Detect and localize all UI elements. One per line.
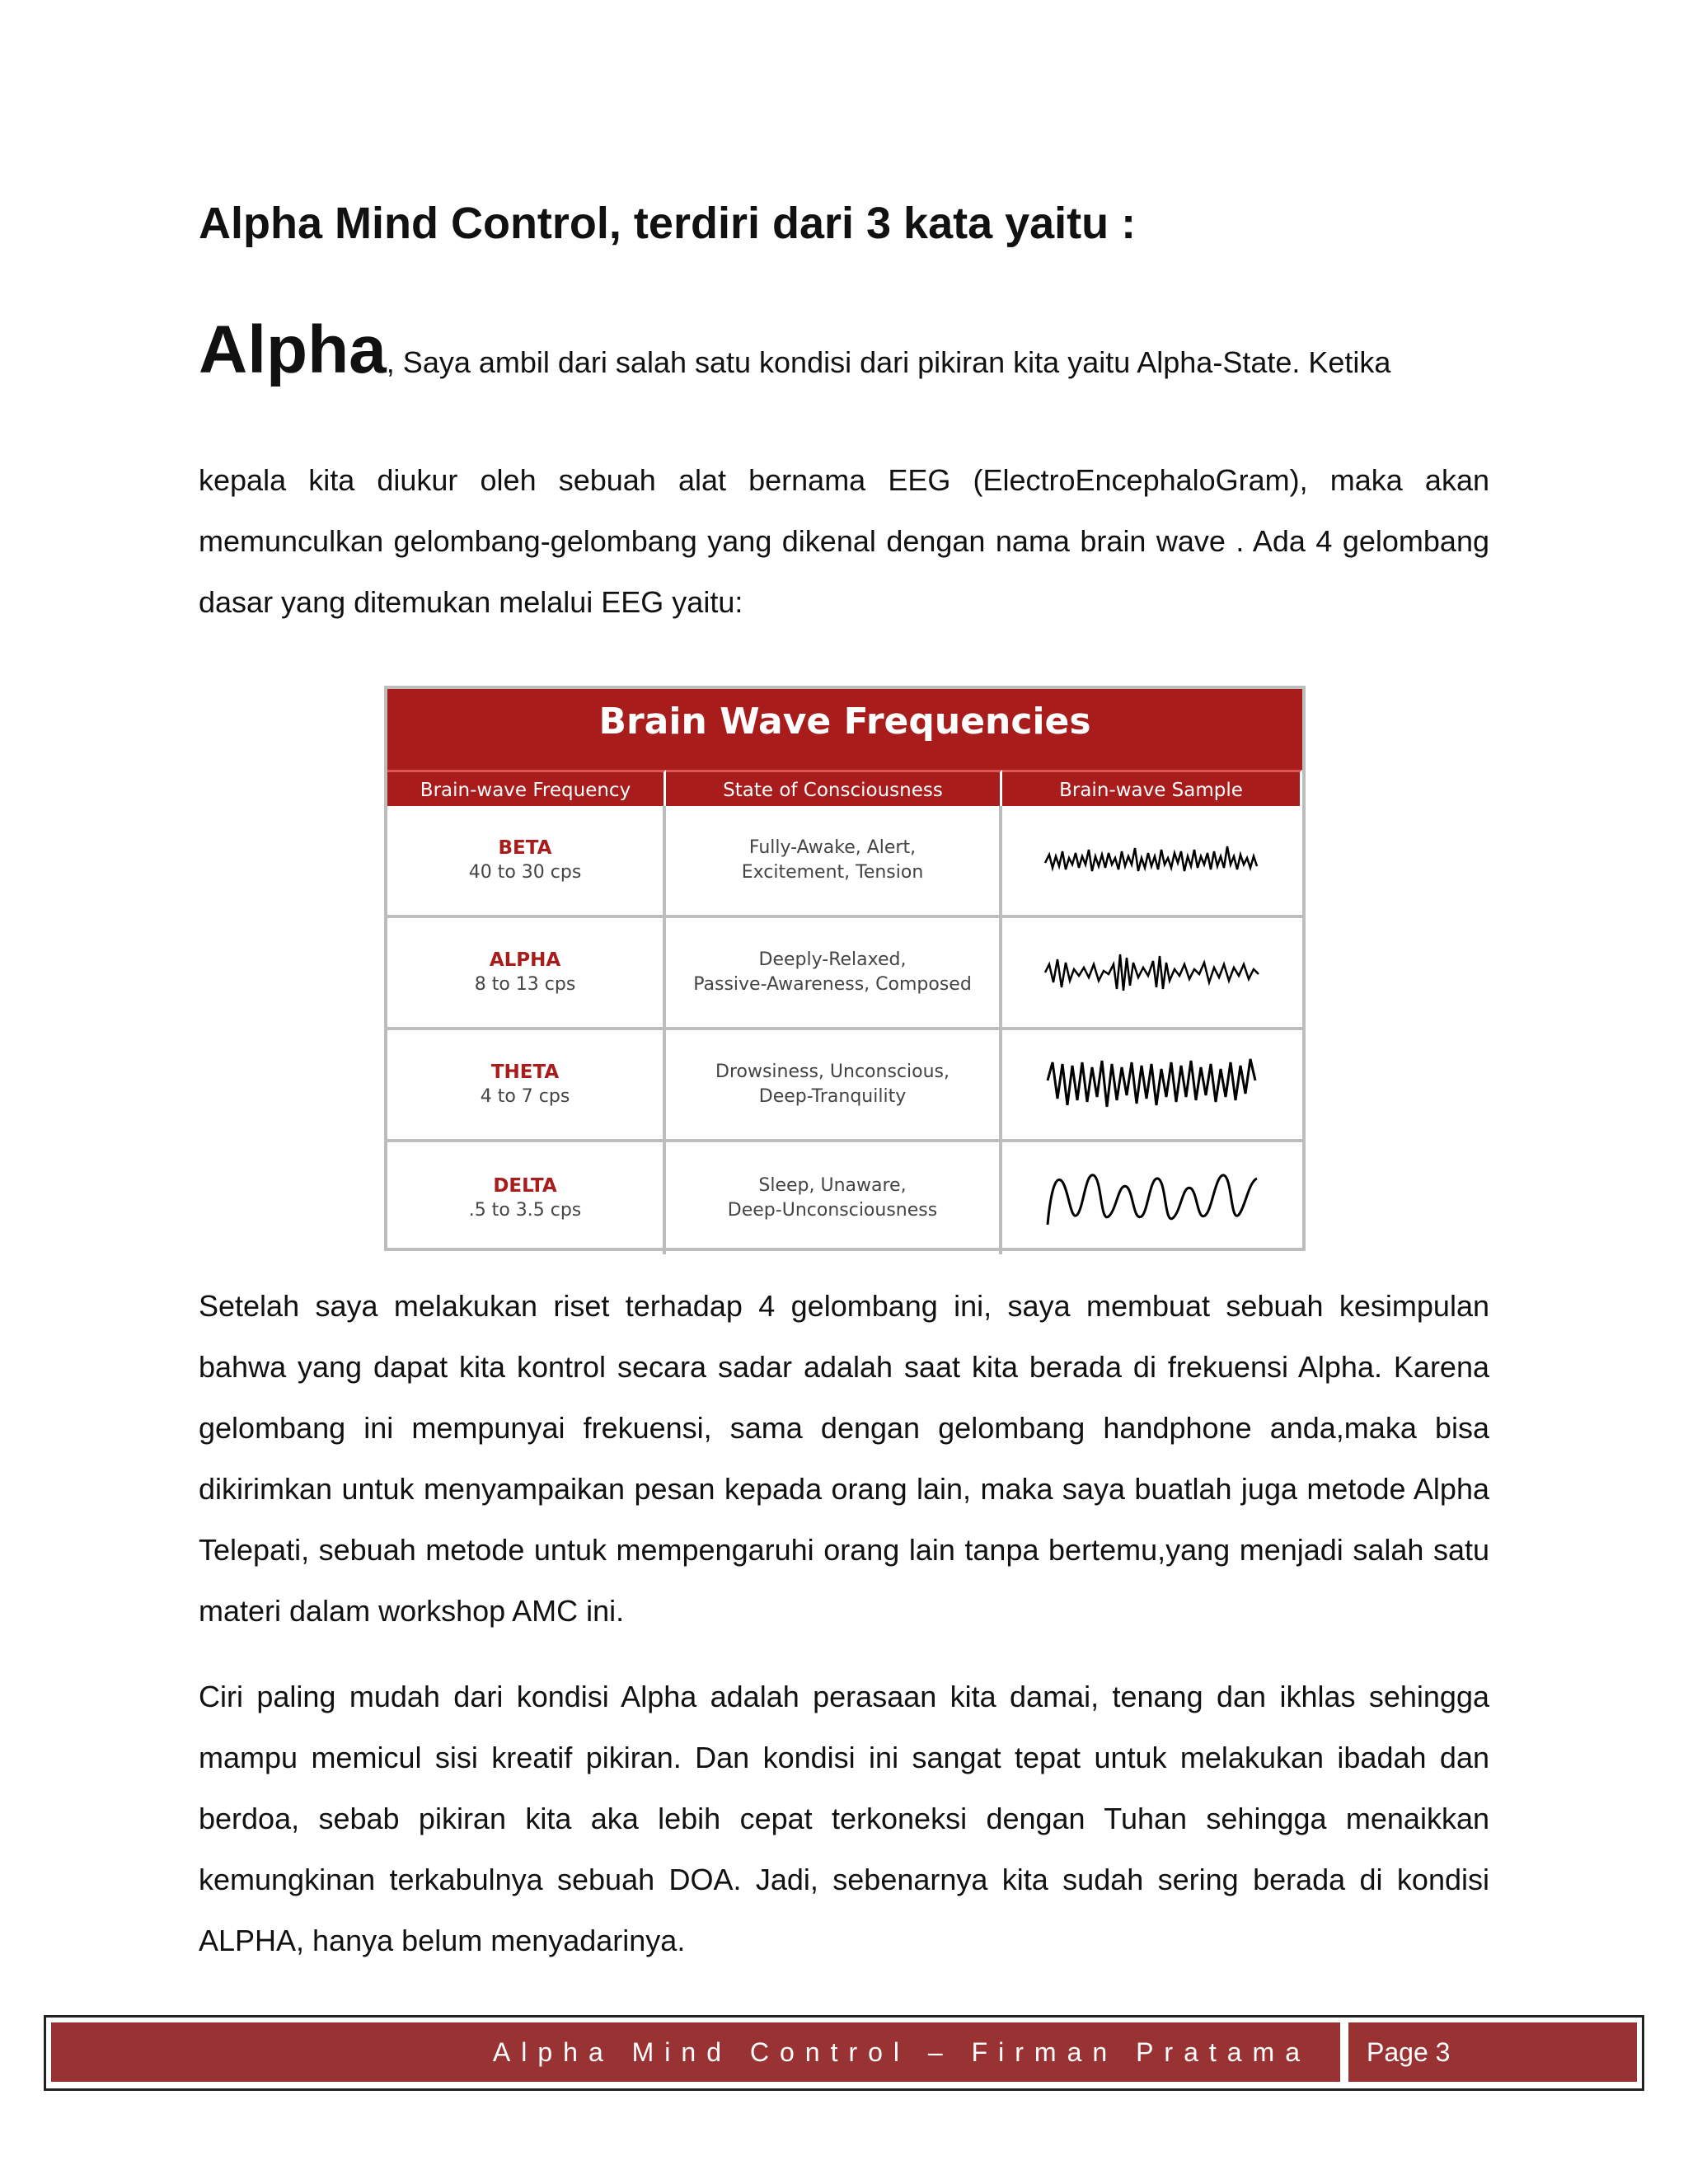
theta-wave-sample [1041,1047,1264,1122]
state-line: Deeply-Relaxed, [758,949,907,970]
table-row-alpha-state [666,918,1002,1030]
alpha-intro-first-line: , Saya ambil dari salah satu kondisi dari pikiran kita yaitu Alpha-State. Ketika [386,345,1391,379]
wave-name: THETA [490,1062,560,1083]
column-header-frequency: Brain-wave Frequency [387,770,666,806]
section-heading: Alpha Mind Control, terdiri dari 3 kata yaitu : [199,199,1137,248]
state-line: Deep-Unconsciousness [727,1200,938,1221]
table-row-alpha-sample [1002,918,1302,1030]
paragraph-alpha-intro [199,312,1489,393]
table-row-delta-frequency [387,1142,666,1254]
table-row-beta-sample [1002,806,1302,918]
table-grid [387,770,1302,1254]
table-row-delta-state [666,1142,1002,1254]
state-line: Deep-Tranquility [758,1086,907,1107]
column-header-state: State of Consciousness [666,770,1002,806]
alpha-lead-word: Alpha [199,312,387,387]
footer-title: Alpha Mind Control – Firman Pratama [51,2022,1340,2082]
alpha-wave-sample [1041,940,1264,1005]
delta-wave-sample [1041,1157,1264,1240]
table-row-theta-frequency [387,1030,666,1142]
paragraph-research-conclusion: Setelah saya melakukan riset terhadap 4 gelombang ini, saya membuat sebuah kesimpulan bahwa yang dapat kita kontrol secara sadar adalah saat kita berada di frekuensi Alpha. Karena gelombang ini mempunyai frekuensi, sama dengan gelombang handphone anda,maka bisa dikirimkan untuk menyampaikan pesan kepada orang lain, maka saya buatlah juga metode Alpha Telepati, sebuah metode untuk mempengaruhi orang lain tanpa bertemu,yang menjadi salah satu materi dalam workshop AMC ini. [199,1289,1489,1628]
wave-name: ALPHA [489,949,561,971]
table-title: Brain Wave Frequencies [387,689,1302,770]
paragraph-alpha-intro-continued: kepala kita diukur oleh sebuah alat bernama EEG (ElectroEncephaloGram), maka akan memunculkan gelombang-gelombang yang dikenal dengan nama brain wave . Ada 4 gelombang dasar yang ditemukan melalui EEG yaitu: [199,463,1489,619]
wave-range: 40 to 30 cps [468,862,582,883]
table-row-beta-state [666,806,1002,918]
wave-range: 4 to 7 cps [480,1086,570,1107]
wave-range: .5 to 3.5 cps [468,1200,582,1221]
table-row-theta-sample [1002,1030,1302,1142]
state-line: Excitement, Tension [741,862,924,883]
state-line: Sleep, Unaware, [758,1175,907,1196]
wave-name: DELTA [493,1175,557,1197]
table-row-beta-frequency [387,806,666,918]
table-row-theta-state [666,1030,1002,1142]
state-line: Passive-Awareness, Composed [693,974,972,995]
state-line: Fully-Awake, Alert, [748,837,917,858]
table-row-alpha-frequency [387,918,666,1030]
wave-name: BETA [498,837,552,859]
beta-wave-sample [1041,832,1264,889]
brain-wave-table [384,686,1306,1251]
page-number: Page 3 [1348,2022,1637,2082]
wave-range: 8 to 13 cps [474,974,576,995]
table-row-delta-sample [1002,1142,1302,1254]
paragraph-alpha-characteristics: Ciri paling mudah dari kondisi Alpha adalah perasaan kita damai, tenang dan ikhlas sehingga mampu memicul sisi kreatif pikiran. Dan kondisi ini sangat tepat untuk melakukan ibadah dan berdoa, sebab pikiran kita aka lebih cepat terkoneksi dengan Tuhan sehingga menaikkan kemungkinan terkabulnya sebuah DOA. Jadi, sebenarnya kita sudah sering berada di kondisi ALPHA, hanya belum menyadarinya. [199,1680,1489,1957]
state-line: Drowsiness, Unconscious, [715,1062,950,1082]
column-header-sample: Brain-wave Sample [1002,770,1302,806]
